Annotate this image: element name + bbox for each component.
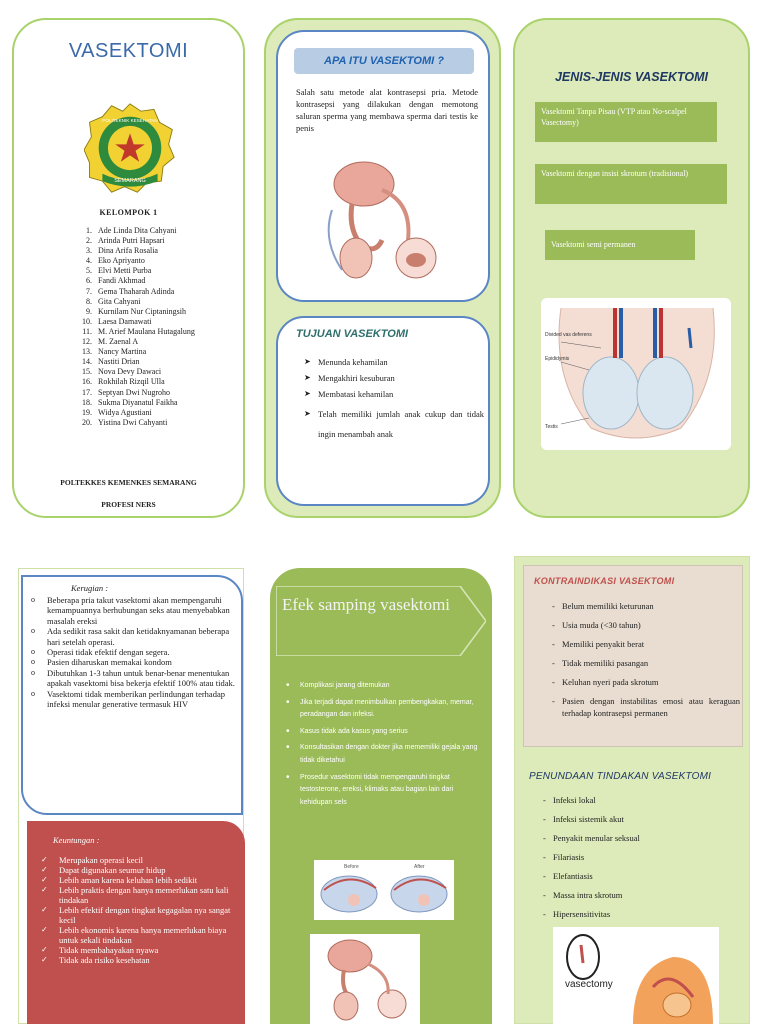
list-item: ✓ Tidak membahayakan nyawa xyxy=(37,945,241,955)
diagram-label: Divided vas deferens xyxy=(545,332,592,338)
image-label: Before xyxy=(344,864,359,870)
definition-box xyxy=(276,30,490,302)
list-item: o Beberapa pria takut vasektomi akan mempengaruhi kemampuannya berhubungan seks atau menyebabkan masalah ereksi xyxy=(31,595,237,626)
postponement-list xyxy=(543,795,731,928)
list-item: ✓ Merupakan operasi kecil xyxy=(37,855,241,865)
list-item: ➤ Telah memiliki jumlah anak cukup dan tidak ingin menambah anak xyxy=(304,404,484,444)
definition-text: Salah satu metode alat kontrasepsi pria. Metode kontrasepsi yang dilakukan dengan memotong saluran sperma yang membawa sperma dari testis ke penis xyxy=(296,87,478,133)
list-item: ➤ Membatasi kehamilan xyxy=(304,388,484,400)
before-after-illustration xyxy=(314,860,454,920)
list-item: 2. Arinda Putri Hapsari xyxy=(86,236,165,246)
side-effects-heading: Efek samping vasektomi xyxy=(281,595,451,614)
disadvantages-heading: Kerugian : xyxy=(71,583,109,593)
list-item: o Operasi tidak efektif dengan segera. xyxy=(31,647,237,657)
list-item: 15. Nova Devy Dawaci xyxy=(82,367,162,377)
advantages-list xyxy=(37,855,241,965)
list-item: • Kasus tidak ada kasus yang serius xyxy=(284,726,480,739)
image-label: After xyxy=(414,864,425,870)
vasectomy-drawing xyxy=(553,927,719,1024)
list-item: 3. Dina Arifa Rosalia xyxy=(86,246,158,256)
contraindication-panel xyxy=(514,556,750,1024)
diagram-label: Testis xyxy=(545,424,558,430)
list-item: o Vasektomi tidak memberikan perlindungan terhadap infeksi menular generative termasuk HIV xyxy=(31,689,237,710)
logo-text: POLITEKNIK KESEHATAN xyxy=(102,118,158,124)
list-item: 20. Yistina Dwi Cahyanti xyxy=(82,417,168,427)
list-item: 12. M. Zaenal A xyxy=(82,337,139,347)
list-item: • Jika terjadi dapat menimbulkan pembengkakan, memar, peradangan dan infeksi. xyxy=(284,697,480,722)
list-item: 8. Gita Cahyani xyxy=(86,296,141,306)
list-item: 1. Ade Linda Dita Cahyani xyxy=(86,226,177,235)
list-item: 18. Sukma Diyanatul Faikha xyxy=(82,397,178,407)
vasectomy-illustration xyxy=(553,927,719,1024)
list-item: ✓ Tidak ada risiko kesehatan xyxy=(37,955,241,965)
pros-cons-panel xyxy=(18,568,244,1024)
poltekkes-logo xyxy=(84,102,176,194)
list-item: - Filariasis xyxy=(543,852,731,863)
contraindication-list xyxy=(552,600,740,719)
list-item: ➤ Menunda kehamilan xyxy=(304,356,484,368)
purpose-heading: TUJUAN VASEKTOMI xyxy=(296,328,409,340)
list-item: - Memiliki penyakit berat xyxy=(552,638,740,650)
postponement-heading: PENUNDAAN TINDAKAN VASEKTOMI xyxy=(529,771,712,782)
list-item: 11. M. Arief Maulana Hutagalung xyxy=(82,326,195,336)
male-reproductive-illustration xyxy=(312,150,452,290)
program-name: PROFESI NERS xyxy=(101,500,156,509)
list-item: 13. Nancy Martina xyxy=(82,347,147,357)
list-item: - Hipersensitivitas xyxy=(543,909,731,920)
list-item: - Usia muda (<30 tahun) xyxy=(552,619,740,631)
definition-heading: APA ITU VASEKTOMI ? xyxy=(294,48,474,74)
logo-sub-text: SEMARANG xyxy=(114,178,146,185)
disadvantages-list xyxy=(31,595,237,709)
advantages-box xyxy=(27,821,245,1024)
disadvantages-box xyxy=(21,575,243,815)
list-item: 16. Rokhilah Rizqil Ulla xyxy=(82,377,165,387)
group-title: KELOMPOK 1 xyxy=(99,208,158,217)
list-item: - Belum memiliki keturunan xyxy=(552,600,740,612)
list-item: 5. Elvi Metti Purba xyxy=(86,266,152,276)
cover-panel xyxy=(12,18,245,518)
types-heading: JENIS-JENIS VASEKTOMI xyxy=(554,70,709,84)
list-item: - Pasien dengan instabilitas emosi atau keraguan terhadap kontrasepsi permanen xyxy=(552,695,740,719)
list-item: ✓ Lebih aman karena keluhan lebih sedikit xyxy=(37,875,241,885)
list-item: 19. Widya Agustiani xyxy=(82,407,152,417)
side-effects-list xyxy=(284,680,480,813)
brochure-title: VASEKTOMI xyxy=(68,40,189,62)
advantages-heading: Keuntungan : xyxy=(53,835,100,845)
purpose-list xyxy=(304,356,484,448)
list-item: - Keluhan nyeri pada skrotum xyxy=(552,676,740,688)
contraindication-box xyxy=(523,565,743,747)
list-item: ✓ Lebih ekonomis karena hanya memerlukan biaya untuk sekali tindakan xyxy=(37,925,241,945)
definition-panel xyxy=(264,18,501,518)
member-list xyxy=(74,226,195,428)
testis-diagram xyxy=(541,298,731,450)
diagram-label: Epididymis xyxy=(545,356,570,362)
list-item: - Tidak memiliki pasangan xyxy=(552,657,740,669)
list-item: o Ada sedikit rasa sakit dan ketidaknyamanan beberapa hari setelah operasi. xyxy=(31,626,237,647)
list-item: 9. Kurnilam Nur Ciptaningsih xyxy=(86,306,186,316)
list-item: 14. Nastiti Drian xyxy=(82,357,140,367)
list-item: • Komplikasi jarang ditemukan xyxy=(284,680,480,693)
types-panel xyxy=(513,18,750,518)
list-item: 4. Eko Apriyanto xyxy=(86,256,145,266)
reproductive-illustration-small xyxy=(310,934,420,1024)
list-item: • Konsultasikan dengan dokter jika mememiliki gejala yang tidak diketahui xyxy=(284,742,480,767)
list-item: - Infeksi lokal xyxy=(543,795,731,806)
vasectomy-label: vasectomy xyxy=(565,979,613,990)
list-item: - Massa intra skrotum xyxy=(543,890,731,901)
type-box: Vasektomi semi permanen xyxy=(545,230,695,260)
list-item: o Dibutuhkan 1-3 tahun untuk benar-benar menentukan apakah vasektomi bisa bekerja efektif 100% atau tidak. xyxy=(31,668,237,689)
list-item: ➤ Mengakhiri kesuburan xyxy=(304,372,484,384)
list-item: - Infeksi sistemik akut xyxy=(543,814,731,825)
type-box: Vasektomi dengan insisi skrotum (tradisional) xyxy=(535,164,727,204)
list-item: - Elefantiasis xyxy=(543,871,731,882)
list-item: 6. Fandi Akhmad xyxy=(86,276,146,286)
side-effects-panel xyxy=(270,568,492,1024)
list-item: - Penyakit menular seksual xyxy=(543,833,731,844)
list-item: 7. Gema Thaharah Adinda xyxy=(86,286,175,296)
type-box: Vasektomi Tanpa Pisau (VTP atau No-scalpel Vasectomy) xyxy=(535,102,717,142)
list-item: ✓ Lebih efektif dengan tingkat kegagalan nya sangat kecil xyxy=(37,905,241,925)
list-item: 10. Laesa Damawati xyxy=(82,316,152,326)
list-item: o Pasien diharuskan memakai kondom xyxy=(31,657,237,667)
list-item: ✓ Dapat digunakan seumur hidup xyxy=(37,865,241,875)
purpose-box xyxy=(276,316,490,506)
list-item: 17. Septyan Dwi Nugroho xyxy=(82,387,170,397)
list-item: • Prosedur vasektomi tidak mempengaruhi tingkat testosterone, ereksi, klimaks atau bagian lain dari kehidupan sels xyxy=(284,772,480,810)
institution-name: POLTEKKES KEMENKES SEMARANG xyxy=(60,478,197,487)
contraindication-heading: KONTRAINDIKASI VASEKTOMI xyxy=(534,576,675,586)
list-item: ✓ Lebih praktis dengan hanya memerlukan satu kali tindakan xyxy=(37,885,241,905)
